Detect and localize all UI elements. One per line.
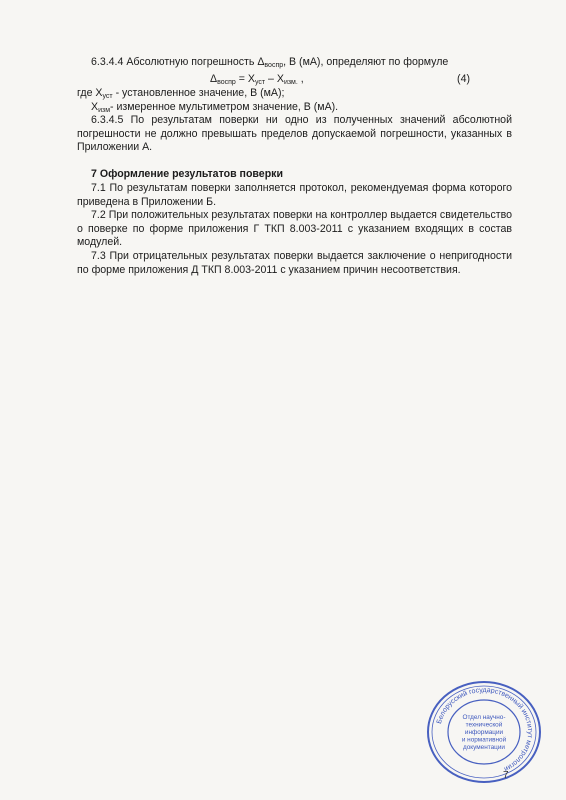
paragraph-text: 6.3.4.5 По результатам поверки ни одно из полученных значений абсолютной погрешности не должно превышать пределов допускаемой погрешности, указанных в Приложении А. bbox=[77, 114, 512, 154]
page-number: 7 bbox=[503, 770, 509, 781]
formula-legend-x-ust bbox=[77, 87, 284, 101]
formula-text: – X bbox=[265, 73, 284, 85]
legend-text: X bbox=[91, 101, 99, 113]
paragraph-7-3 bbox=[77, 250, 512, 277]
formula-number: (4) bbox=[457, 73, 470, 85]
subscript: воспр bbox=[264, 62, 284, 69]
delta-symbol: Δ bbox=[210, 73, 218, 85]
paragraph-text: 7.1 По результатам поверки заполняется протокол, рекомендуемая форма которого приведена в Приложении Б. bbox=[77, 182, 512, 208]
subscript: уст bbox=[102, 93, 113, 100]
paragraph-7-1 bbox=[77, 182, 512, 209]
paragraph-text: 6.3.4.4 Абсолютную погрешность bbox=[91, 56, 258, 68]
stamp-center-line: информации bbox=[464, 729, 504, 736]
paragraph-6-3-4-4 bbox=[77, 56, 512, 70]
paragraph-text: , В (мА), определяют по формуле bbox=[283, 56, 449, 68]
paragraph-7-2 bbox=[77, 209, 512, 250]
formula-legend-x-izm bbox=[91, 101, 338, 115]
section-7-title: 7 Оформление результатов поверки bbox=[91, 168, 283, 180]
subscript: изм. bbox=[283, 79, 298, 86]
legend-text: где X bbox=[77, 87, 103, 99]
subscript: воспр bbox=[217, 79, 236, 86]
stamp-center-line: и нормативной bbox=[461, 736, 507, 744]
stamp-center-line: документации bbox=[463, 743, 505, 751]
subscript: изм bbox=[98, 107, 111, 114]
subscript: уст bbox=[254, 79, 266, 86]
paragraph-6-3-4-5 bbox=[77, 114, 512, 155]
stamp-center-line: Отдел научно- bbox=[462, 714, 506, 722]
stamp-center-text bbox=[462, 714, 507, 751]
paragraph-text: 7.3 При отрицательных результатах поверки выдается заключение о непригодности по форме приложения Д ТКП 8.003-2011 с указанием причин несоответствия. bbox=[77, 250, 512, 276]
delta-symbol: Δ bbox=[257, 56, 265, 68]
stamp-ring-text: Белорусский государственный институт метрологии bbox=[435, 686, 534, 773]
institution-stamp-icon bbox=[425, 680, 543, 785]
stamp-center-line: технической bbox=[465, 721, 503, 729]
formula-text: , bbox=[297, 73, 304, 85]
formula-text: = X bbox=[235, 73, 255, 85]
legend-text: - установленное значение, В (мА); bbox=[112, 87, 285, 99]
formula-4 bbox=[210, 73, 470, 87]
paragraph-text: 7.2 При положительных результатах поверки на контроллер выдается свидетельство о поверке по форме приложения Г ТКП 8.003-2011 с указанием входящих в состав модулей. bbox=[77, 209, 512, 249]
legend-text: - измеренное мультиметром значение, В (мА). bbox=[110, 101, 339, 113]
